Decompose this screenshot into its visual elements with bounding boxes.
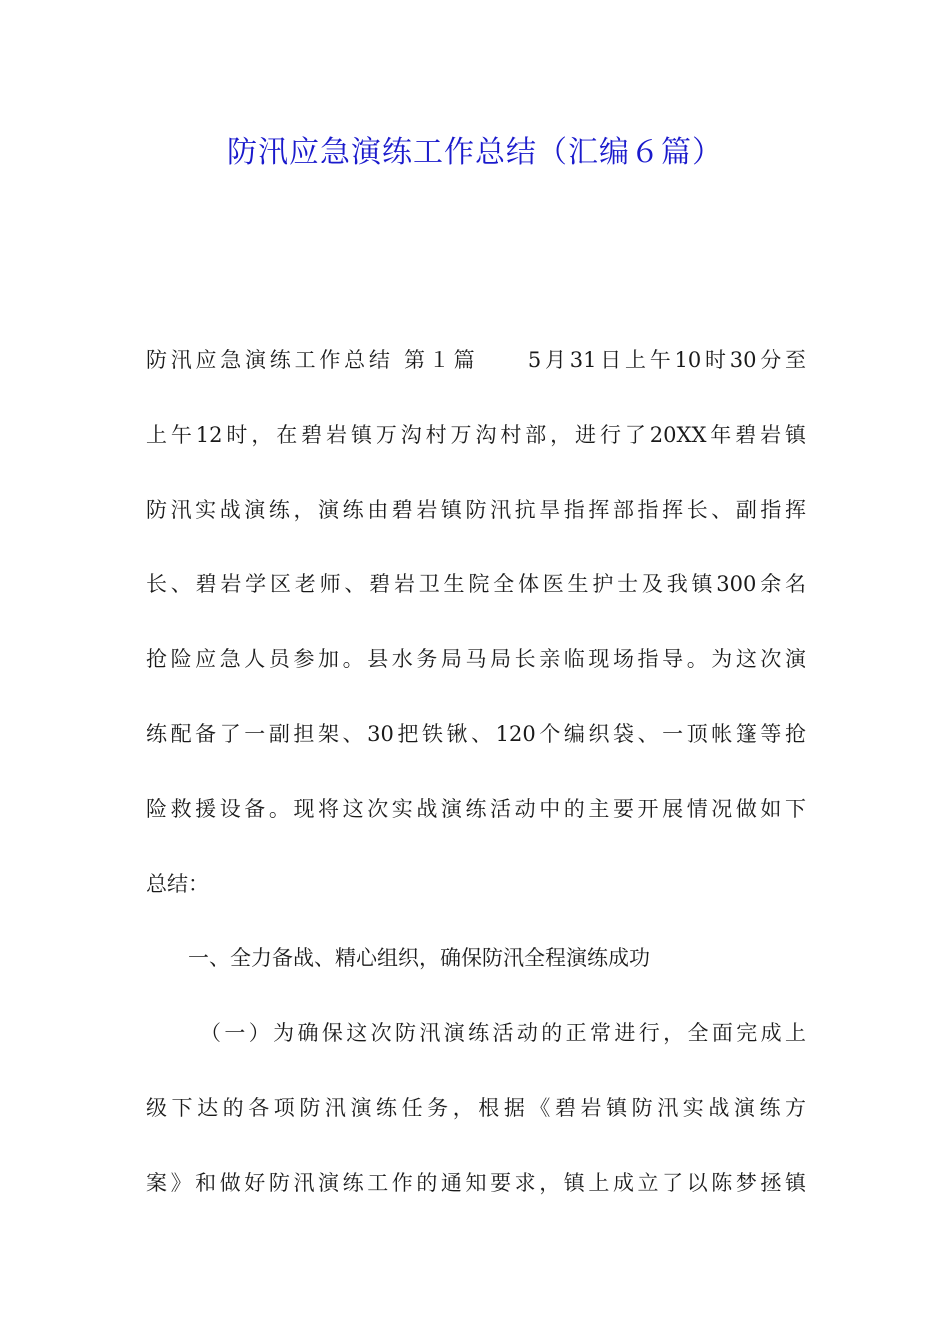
paragraph-line: 上午12时，在碧岩镇万沟村万沟村部，进行了20XX年碧岩镇 — [146, 422, 806, 447]
paragraph-line: 总结： — [146, 871, 209, 896]
paragraph-line: 级下达的各项防汛演练任务，根据《碧岩镇防汛实战演练方 — [146, 1095, 806, 1120]
paragraph-line: 抢险应急人员参加。县水务局马局长亲临现场指导。为这次演 — [146, 647, 806, 672]
document-body — [146, 335, 806, 1233]
section-heading: 一、全力备战、精心组织，确保防汛全程演练成功 — [188, 946, 650, 971]
paragraph-line: 练配备了一副担架、30把铁锹、120个编织袋、一顶帐篷等抢 — [146, 721, 806, 746]
paragraph-line: 防汛应急演练工作总结 第１篇 5月31日上午10时30分至 — [146, 348, 806, 372]
paragraph-line: 防汛实战演练，演练由碧岩镇防汛抗旱指挥部指挥长、副指挥 — [146, 497, 806, 522]
paragraph-line: 险救援设备。现将这次实战演练活动中的主要开展情况做如下 — [146, 796, 806, 821]
paragraph-line: （一）为确保这次防汛演练活动的正常进行，全面完成上 — [200, 1021, 806, 1046]
paragraph-line: 案》和做好防汛演练工作的通知要求，镇上成立了以陈梦拯镇 — [146, 1170, 806, 1195]
document-title: 防汛应急演练工作总结（汇编６篇） — [227, 135, 723, 170]
paragraph-line: 长、碧岩学区老师、碧岩卫生院全体医生护士及我镇300余名 — [146, 572, 806, 597]
